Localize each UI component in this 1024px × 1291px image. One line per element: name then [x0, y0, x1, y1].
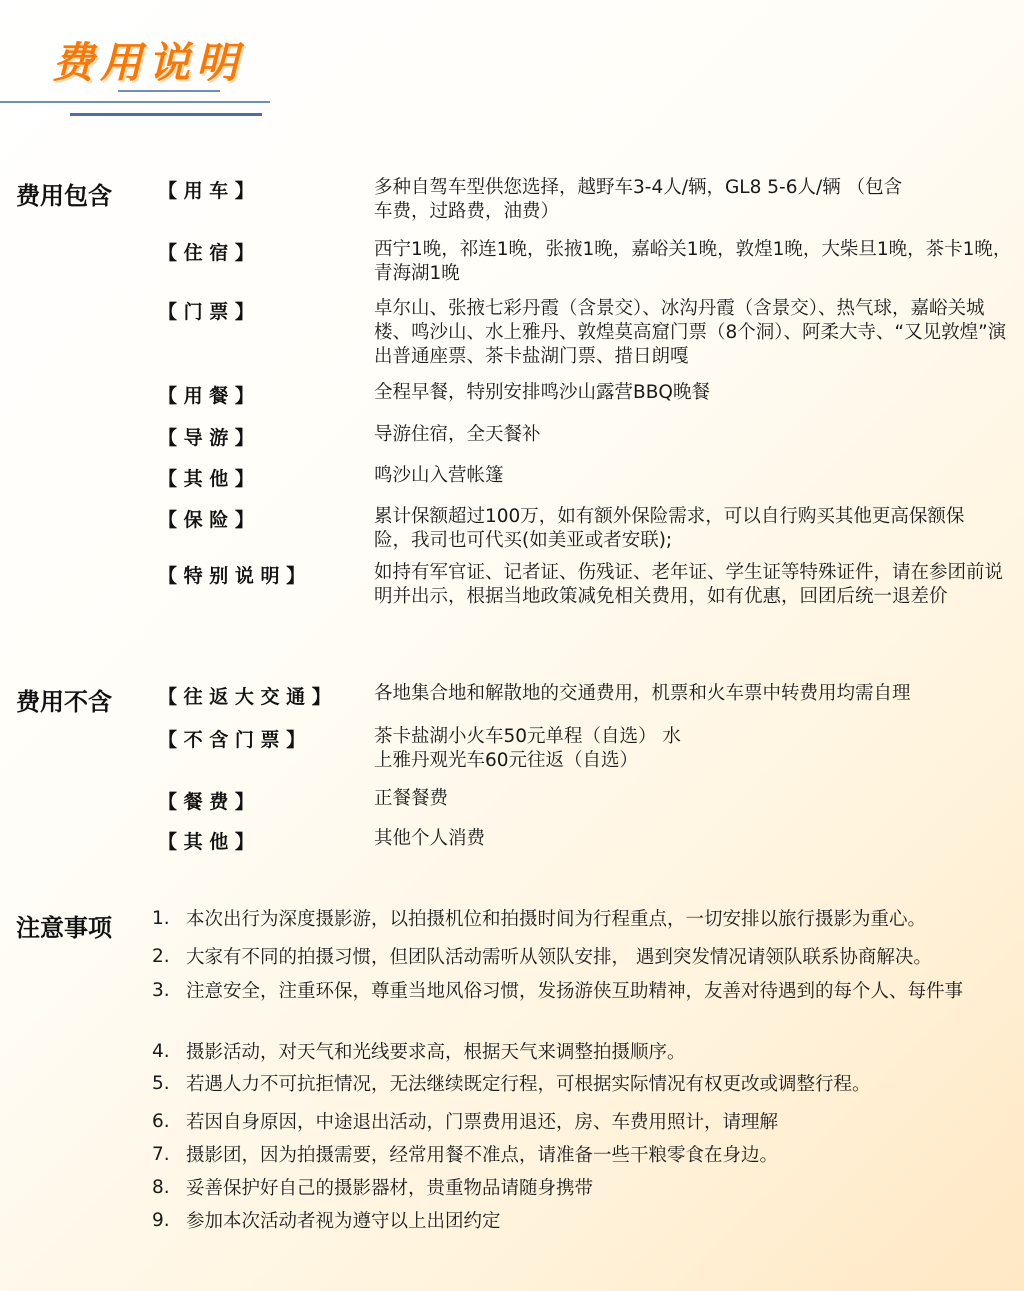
notes-heading: 注意事项 — [16, 914, 112, 942]
excluded-text-other: 其他个人消费 — [374, 828, 486, 849]
note-number: 1. — [152, 908, 170, 929]
note-number: 9. — [152, 1210, 170, 1231]
title-underline-accent — [70, 113, 262, 116]
included-text-meals: 全程早餐，特别安排鸣沙山露营BBQ晚餐 — [374, 382, 710, 403]
note-text: 注意安全，注重环保，尊重当地风俗习惯，发扬游侠互助精神，友善对待遇到的每个人、每件事 — [186, 981, 964, 1002]
note-number: 7. — [152, 1144, 170, 1165]
note-text: 若遇人力不可抗拒情况，无法继续既定行程，可根据实际情况有权更改或调整行程。 — [186, 1074, 871, 1095]
note-text: 大家有不同的拍摄习惯，但团队活动需听从领队安排， 遇到突发情况请领队联系协商解决。 — [186, 947, 932, 968]
note-number: 6. — [152, 1111, 170, 1132]
included-label-insurance: 【 保 险 】 — [158, 509, 254, 531]
included-text-guide: 导游住宿，全天餐补 — [374, 424, 541, 445]
excluded-text-meals: 正餐餐费 — [374, 788, 449, 809]
excluded-text-transport: 各地集合地和解散地的交通费用，机票和火车票中转费用均需自理 — [374, 683, 911, 704]
included-label-hotel: 【 住 宿 】 — [158, 242, 254, 264]
included-text-tickets: 卓尔山、张掖七彩丹霞（含景交）、冰沟丹霞（含景交）、热气球，嘉峪关城楼、鸣沙山、水上雅丹、敦煌莫高窟门票（8个洞）、阿柔大寺、“又见敦煌”演出普通座票、茶卡盐湖门票、措日朗嘎 — [374, 298, 1007, 367]
excluded-label-transport: 【 往 返 大 交 通 】 — [158, 686, 331, 708]
note-text: 参加本次活动者视为遵守以上出团约定 — [186, 1211, 501, 1232]
included-label-car: 【 用 车 】 — [158, 180, 254, 202]
excluded-label-tickets: 【 不 含 门 票 】 — [158, 729, 306, 751]
note-text: 摄影活动，对天气和光线要求高，根据天气来调整拍摄顺序。 — [186, 1042, 686, 1063]
included-label-other: 【 其 他 】 — [158, 468, 254, 490]
note-number: 5. — [152, 1073, 170, 1094]
included-label-special: 【 特 别 说 明 】 — [158, 565, 306, 587]
note-number: 3. — [152, 980, 170, 1001]
note-number: 4. — [152, 1041, 170, 1062]
included-label-guide: 【 导 游 】 — [158, 427, 254, 449]
included-text-hotel: 西宁1晚，祁连1晚，张掖1晚，嘉峪关1晚，敦煌1晚，大柴旦1晚，茶卡1晚，青海湖1晚 — [374, 239, 1012, 284]
note-text: 本次出行为深度摄影游，以拍摄机位和拍摄时间为行程重点，一切安排以旅行摄影为重心。 — [186, 909, 927, 930]
title-underline-short — [118, 90, 220, 92]
excluded-label-other: 【 其 他 】 — [158, 831, 254, 853]
included-label-meals: 【 用 餐 】 — [158, 385, 254, 407]
note-text: 妥善保护好自己的摄影器材，贵重物品请随身携带 — [186, 1178, 594, 1199]
included-label-tickets: 【 门 票 】 — [158, 301, 254, 323]
included-text-special: 如持有军官证、记者证、伤残证、老年证、学生证等特殊证件，请在参团前说明并出示，根据当地政策减免相关费用，如有优惠，回团后统一退差价 — [374, 562, 1004, 607]
page-title: 费用说明 — [52, 38, 245, 87]
note-number: 2. — [152, 946, 170, 967]
included-text-other: 鸣沙山入营帐篷 — [374, 465, 504, 486]
excluded-heading: 费用不含 — [16, 688, 112, 716]
excluded-text-tickets: 茶卡盐湖小火车50元单程（自选） 水上雅丹观光车60元往返（自选） — [374, 726, 681, 771]
included-text-insurance: 累计保额超过100万，如有额外保险需求，可以自行购买其他更高保额保险，我司也可代买(如美亚或者安联); — [374, 506, 965, 551]
note-text: 摄影团，因为拍摄需要，经常用餐不准点，请准备一些干粮零食在身边。 — [186, 1145, 779, 1166]
included-text-car: 多种自驾车型供您选择，越野车3-4人/辆，GL8 5-6人/辆 （包含车费，过路费，油费） — [374, 177, 903, 222]
excluded-label-meals: 【 餐 费 】 — [158, 791, 254, 813]
note-text: 若因自身原因，中途退出活动，门票费用退还，房、车费用照计，请理解 — [186, 1112, 779, 1133]
title-underline — [0, 101, 270, 103]
included-heading: 费用包含 — [16, 182, 112, 210]
note-number: 8. — [152, 1177, 170, 1198]
